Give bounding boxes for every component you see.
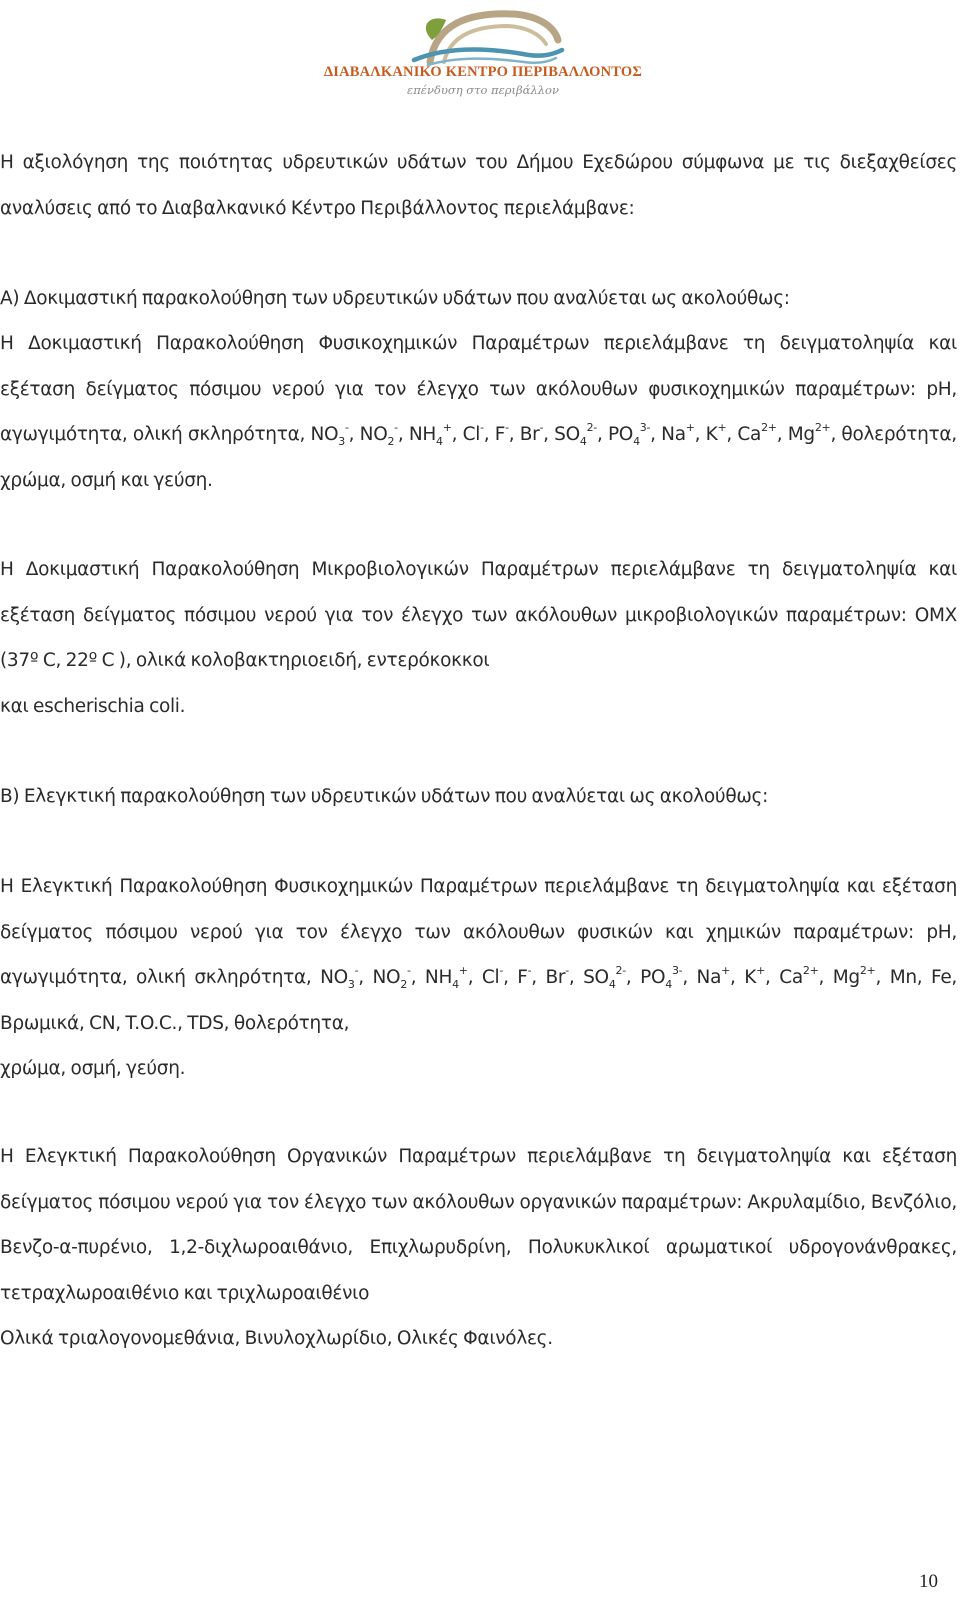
- section-a-physchem-tail: , θολερότητα, χρώμα, οσμή και γεύση.: [0, 424, 957, 491]
- section-b-physchem-paragraph: Η Ελεγκτική Παρακολούθηση Φυσικοχημικών Παραμέτρων περιελάμβανε τη δειγματοληψία και εξέταση δείγματος πόσιμου νερού για τον έλεγχο των ακόλουθων φυσικών και χημικών παραμέτρων: pH, αγωγιμότητα, ολική σκληρότητα, $NO_3^-$, $NO_2^-$, $NH_4^+$, Cl-, F-, Br-, $SO_4^{2-}$, $PO_4^{3-}$, Na+, K+, $Ca^{2+}$, $Mg^{2+}$, Mn, Fe, Βρωμικά, CN, T.O.C., TDS, θολερότητα, χρώμα, οσμή, γεύση.: [0, 864, 957, 1092]
- ion-br: Br-: [545, 963, 569, 988]
- ion-no3: $NO_3^-$: [320, 963, 359, 991]
- ion-no2: $NO_2^-$: [372, 963, 411, 991]
- section-b-organic-tail: Ολικά τριαλογονομεθάνια, Βινυλοχλωρίδιο, Ολικές Φαινόλες.: [0, 1328, 553, 1349]
- ion-po4: $PO_4^{3-}$: [607, 420, 651, 448]
- ion-k: K+: [705, 420, 727, 445]
- ion-po4: $PO_4^{3-}$: [640, 963, 683, 991]
- section-b-organic-text: Η Ελεγκτική Παρακολούθηση Οργανικών Παραμέτρων περιελάμβανε τη δειγματοληψία και εξέταση δείγματος πόσιμου νερού για τον έλεγχο των ακόλουθων οργανικών παραμέτρων: Ακρυλαμίδιο, Βενζόλιο, Βενζο-α-πυρένιο, 1,2-διχλωροαιθάνιο, Επιχλωρυδρίνη, Πολυκυκλικοί αρωματικοί υδρογονάνθρακες, τετραχλωροαιθένιο και τριχλωροαιθένιο: [0, 1146, 957, 1304]
- ion-f: F-: [517, 963, 532, 988]
- ion-ca: $Ca^{2+}$: [737, 420, 777, 445]
- ion-no3: $NO_3^-$: [310, 420, 349, 448]
- logo-organization-name: ΔΙΑΒΑΛΚΑΝΙΚΟ ΚΕΝΤΡΟ ΠΕΡΙΒΑΛΛΟΝΤΟΣ: [323, 64, 643, 80]
- ion-mg: $Mg^{2+}$: [787, 420, 831, 445]
- ion-cl: Cl-: [462, 420, 484, 445]
- ion-ca: $Ca^{2+}$: [779, 963, 819, 988]
- ion-mg: $Mg^{2+}$: [832, 963, 876, 988]
- ion-k: K+: [744, 963, 766, 988]
- ion-no2: $NO_2^-$: [359, 420, 398, 448]
- ion-na: Na+: [661, 420, 695, 445]
- ion-br: Br-: [519, 420, 544, 445]
- section-b-organic-paragraph: [0, 1134, 957, 1362]
- ion-f: F-: [494, 420, 509, 445]
- section-b-heading: [0, 774, 957, 820]
- intro-paragraph: [0, 140, 957, 231]
- section-b-physchem-tail: χρώμα, οσμή, γεύση.: [0, 1058, 186, 1079]
- logo-motto: επένδυση στο περιβάλλον: [407, 83, 559, 97]
- section-a-heading-text: Α) Δοκιμαστική παρακολούθηση των υδρευτικών υδάτων που αναλύεται ως ακολούθως:: [0, 288, 790, 309]
- organization-logo: [0, 0, 960, 110]
- ion-so4: $SO_4^{2-}$: [554, 420, 597, 448]
- section-b-physchem-mid: , Mn, Fe, Βρωμικά, CN, T.O.C., TDS, θολερότητα,: [0, 967, 957, 1034]
- page-number: 10: [919, 1571, 938, 1592]
- ion-so4: $SO_4^{2-}$: [583, 963, 626, 991]
- section-b-heading-text: Β) Ελεγκτική παρακολούθηση των υδρευτικών υδάτων που αναλύεται ως ακολούθως:: [0, 786, 769, 807]
- section-a-physchem-paragraph: Η Δοκιμαστική Παρακολούθηση Φυσικοχημικών Παραμέτρων περιελάμβανε τη δειγματοληψία και εξέταση δείγματος πόσιμου νερού για τον έλεγχο των ακόλουθων φυσικοχημικών παραμέτρων: pH, αγωγιμότητα, ολική σκληρότητα, $NO_3^-$, $NO_2^-$, $NH_4^+$, Cl-, F-, Br-, $SO_4^{2-}$, $PO_4^{3-}$, Na+, K+, $Ca^{2+}$, $Mg^{2+}$, θολερότητα, χρώμα, οσμή και γεύση.: [0, 333, 957, 491]
- section-a-physchem-text: Η Δοκιμαστική Παρακολούθηση Φυσικοχημικών Παραμέτρων περιελάμβανε τη δειγματοληψία και εξέταση δείγματος πόσιμου νερού για τον έλεγχο των ακόλουθων φυσικοχημικών παραμέτρων: pH, αγωγιμότητα, ολική σκληρότητα,: [0, 333, 957, 445]
- ion-cl: Cl-: [481, 963, 504, 988]
- intro-text: Η αξιολόγηση της ποιότητας υδρευτικών υδάτων του Δήμου Εχεδώρου σύμφωνα με τις διεξαχθείσες αναλύσεις από το Διαβαλκανικό Κέντρο Περιβάλλοντος περιελάμβανε:: [0, 152, 957, 219]
- section-a-micro-text: Η Δοκιμαστική Παρακολούθηση Μικροβιολογικών Παραμέτρων περιελάμβανε τη δειγματοληψία και εξέταση δείγματος πόσιμου νερού για τον έλεγχο των ακόλουθων μικροβιολογικών παραμέτρων: ΟΜΧ (37º C, 22º C ), ολικά κολοβακτηριοειδή, εντερόκοκκοι: [0, 559, 957, 671]
- section-a-micro-tail: και escherischia coli.: [0, 695, 186, 717]
- ion-nh4: $NH_4^+$: [408, 420, 452, 448]
- section-b-physchem-text: Η Ελεγκτική Παρακολούθηση Φυσικοχημικών Παραμέτρων περιελάμβανε τη δειγματοληψία και εξέταση δείγματος πόσιμου νερού για τον έλεγχο των ακόλουθων φυσικών και χημικών παραμέτρων: pH, αγωγιμότητα, ολική σκληρότητα,: [0, 876, 957, 988]
- section-a-heading: [0, 276, 957, 322]
- ion-na: Na+: [696, 963, 731, 988]
- section-a-micro-paragraph: [0, 547, 957, 729]
- ion-nh4: $NH_4^+$: [424, 963, 468, 991]
